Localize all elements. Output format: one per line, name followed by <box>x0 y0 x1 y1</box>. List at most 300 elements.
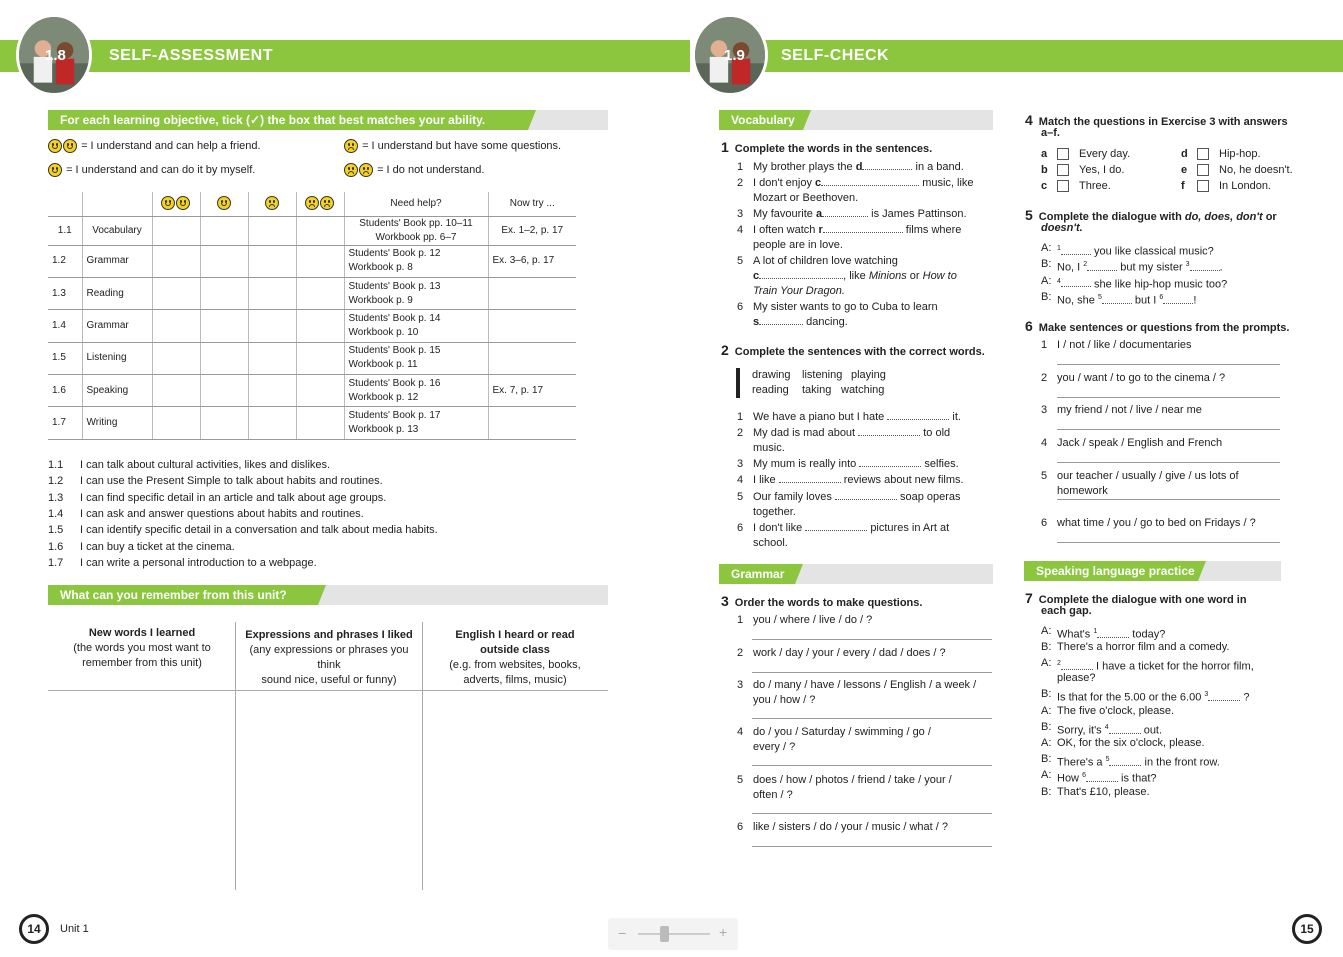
item-prompt: what time / you / go to bed on Fridays / ? <box>1057 517 1256 529</box>
item-number: 5 <box>737 491 744 503</box>
objective-number: 1.2 <box>48 245 82 277</box>
item-text: I like <box>753 474 776 486</box>
table-row <box>48 342 576 374</box>
word-option: reading <box>752 384 789 396</box>
tick-box[interactable] <box>152 277 200 309</box>
answer-text: Three. <box>1079 180 1111 192</box>
need-help-cell <box>344 245 488 277</box>
item-prompt: you / how / ? <box>753 694 816 706</box>
answer-line[interactable] <box>1057 364 1280 365</box>
students-book-ref: Students' Book p. 17 <box>348 410 441 422</box>
speaker: A: <box>1041 737 1052 749</box>
tick-box[interactable] <box>152 407 200 439</box>
answer-line[interactable] <box>1057 429 1280 430</box>
answer-blank[interactable] <box>1102 294 1132 304</box>
workbook-ref: Workbook pp. 6–7 <box>375 231 457 243</box>
word-option: taking <box>802 384 832 396</box>
answer-blank[interactable] <box>1061 660 1093 670</box>
item-prompt: do / many / have / lessons / English / a week / <box>753 679 977 691</box>
tick-box[interactable] <box>152 245 200 277</box>
answer-blank[interactable] <box>835 490 897 500</box>
item-number: 2 <box>1041 372 1048 384</box>
item-number: 3 <box>1041 404 1048 416</box>
item-number: 3 <box>737 679 744 691</box>
item-prompt: does / how / photos / friend / take / your / <box>753 774 952 786</box>
answer-blank[interactable] <box>1097 628 1129 638</box>
self-check-title: SELF-CHECK <box>781 47 890 64</box>
students-book-ref: Students' Book p. 12 <box>348 248 441 260</box>
gap-number: 2 <box>1083 261 1088 269</box>
exercise-number: 3 <box>721 593 729 609</box>
answer-blank[interactable] <box>1061 277 1091 287</box>
objective-text: I can use the Present Simple to talk about habits and routines. <box>80 475 383 488</box>
objective-number: 1.5 <box>48 342 82 374</box>
answer-blank[interactable] <box>1109 756 1141 766</box>
item-prompt: I / not / like / documentaries <box>1057 339 1192 351</box>
objective-skill: Listening <box>82 342 152 374</box>
workbook-ref: Workbook p. 8 <box>348 262 413 274</box>
speaker: B: <box>1041 641 1052 653</box>
gap-number: 1 <box>1093 628 1098 635</box>
answer-line[interactable] <box>752 718 992 719</box>
english-outside-column-head: English I heard or read outside class (e.g. from websites, books, adverts, films, music) <box>449 629 581 686</box>
objective-number: 1.2 <box>48 475 64 488</box>
speaking-bar <box>1024 561 1281 581</box>
item-text: reviews about new films. <box>843 474 964 486</box>
exercise-heading <box>1025 207 1277 223</box>
answer-line[interactable] <box>752 846 992 847</box>
objective-skill: Writing <box>82 407 152 439</box>
gap-number: 5 <box>1097 293 1102 301</box>
table-row <box>48 216 576 245</box>
objective-skill: Grammar <box>82 310 152 342</box>
objective-text: I can find specific detail in an article and talk about age groups. <box>80 491 387 504</box>
gap-number: 4 <box>1057 277 1061 285</box>
exercise-instruction: doesn't. <box>1041 222 1083 234</box>
word-option: drawing <box>752 369 791 381</box>
exercise-number: 5 <box>1025 207 1033 223</box>
legend-text: = I do not understand. <box>377 163 485 176</box>
item-text: to old <box>923 427 951 439</box>
word-box <box>736 368 976 398</box>
tick-box[interactable] <box>248 342 296 374</box>
tick-column-happy2 <box>152 192 200 216</box>
objective-skill: Grammar <box>82 245 152 277</box>
exercise-instruction: Complete the sentences with the correct words. <box>734 346 985 358</box>
answer-checkbox[interactable] <box>1057 163 1075 178</box>
exercise-instruction: Complete the dialogue with do, does, don't or <box>1038 211 1277 223</box>
item-text: music. <box>753 442 785 454</box>
item-text: pictures in Art at <box>870 522 950 534</box>
tick-box[interactable] <box>248 216 296 245</box>
item-prompt: like / sisters / do / your / music / what / ? <box>753 821 949 833</box>
answer-text: Every day. <box>1079 148 1131 160</box>
answer-blank[interactable] <box>1163 294 1193 304</box>
item-text: My mum is really into <box>753 458 857 470</box>
answer-blank[interactable] <box>1190 261 1220 271</box>
item-text: it. <box>952 411 961 423</box>
divider <box>235 622 236 890</box>
tick-box[interactable] <box>296 342 344 374</box>
students-book-ref: Students' Book p. 13 <box>348 280 441 292</box>
need-help-header: Need help? <box>344 192 488 216</box>
zoom-slider-handle[interactable] <box>660 926 669 942</box>
exercise-number: 1 <box>721 139 729 155</box>
happy-face-icon <box>161 196 175 210</box>
item-number: 3 <box>737 458 744 470</box>
exercise-instruction: Order the words to make questions. <box>734 597 923 609</box>
answer-line[interactable] <box>1057 462 1280 463</box>
answer-blank[interactable] <box>805 521 867 531</box>
grammar-bar <box>719 564 993 584</box>
tick-box[interactable] <box>296 216 344 245</box>
word-option: playing <box>851 369 886 381</box>
answer-text: Yes, I do. <box>1079 164 1125 176</box>
tick-box[interactable] <box>152 342 200 374</box>
letter: d <box>1181 148 1188 160</box>
item-text: soap operas <box>899 491 961 503</box>
answer-checkbox[interactable] <box>1197 147 1215 162</box>
divider <box>422 622 423 890</box>
objective-number: 1.1 <box>48 459 64 471</box>
workbook-ref: Workbook p. 12 <box>348 391 419 403</box>
table-header-row <box>48 192 576 216</box>
page-number-left: 14 <box>19 914 49 944</box>
tick-box[interactable] <box>152 375 200 407</box>
item-text: school. <box>753 537 788 549</box>
objective-number: 1.4 <box>48 507 64 520</box>
tick-box[interactable] <box>248 245 296 277</box>
need-help-cell <box>344 310 488 342</box>
tick-box[interactable] <box>296 310 344 342</box>
item-text: Our family loves <box>753 491 832 503</box>
objective-text: I can buy a ticket at the cinema. <box>80 540 235 553</box>
exercise-instruction: a–f. <box>1041 127 1060 139</box>
exercise-instruction: Match the questions in Exercise 3 with answers <box>1038 116 1288 128</box>
answer-line[interactable] <box>752 672 992 673</box>
answer-blank[interactable] <box>759 269 843 279</box>
section-badge-left: 1.8 <box>45 47 66 64</box>
table-row <box>48 375 576 407</box>
item-number: 4 <box>737 726 744 738</box>
students-book-ref: Students' Book p. 15 <box>348 345 441 357</box>
item-number: 5 <box>1041 470 1048 482</box>
word-option: watching <box>841 384 885 396</box>
now-try-cell <box>488 407 576 439</box>
objective-text: I can write a personal introduction to a webpage. <box>80 556 317 569</box>
legend-item <box>48 163 255 177</box>
need-help-cell <box>344 216 488 245</box>
unit-label: Unit 1 <box>60 923 89 935</box>
workbook-ref: Workbook p. 11 <box>348 359 418 371</box>
exercise-number: 2 <box>721 342 729 358</box>
workbook-ref: Workbook p. 9 <box>348 294 413 306</box>
item-number: 6 <box>737 821 744 833</box>
students-book-ref: Students' Book p. 16 <box>348 377 441 389</box>
zoom-out-button[interactable]: − <box>618 925 627 941</box>
gap-number: 5 <box>1105 756 1110 763</box>
answer-blank[interactable] <box>887 410 949 420</box>
objective-number: 1.4 <box>48 310 82 342</box>
remember-title: What can you remember from this unit? <box>60 588 287 602</box>
now-try-header: Now try ... <box>488 192 576 216</box>
need-help-cell <box>344 375 488 407</box>
answer-blank[interactable] <box>779 473 841 483</box>
speaker: A: <box>1041 657 1052 669</box>
tick-box[interactable] <box>152 310 200 342</box>
answer-text: Hip-hop. <box>1219 148 1261 160</box>
exercise-heading <box>1025 318 1289 334</box>
grammar-label: Grammar <box>731 567 785 581</box>
gap-number: 4 <box>1104 724 1109 731</box>
objective-text: I can ask and answer questions about habits and routines. <box>80 507 364 520</box>
item-prompt: often / ? <box>753 789 793 801</box>
exercise-heading <box>721 593 922 609</box>
gap-number: 6 <box>1159 293 1164 301</box>
happy-face-icon <box>176 196 190 210</box>
students-book-ref: Students' Book pp. 10–11 <box>359 217 473 229</box>
workbook-ref: Workbook p. 10 <box>348 326 419 338</box>
item-number: 6 <box>1041 517 1048 529</box>
speaker: A: <box>1041 705 1052 717</box>
tick-box[interactable] <box>296 277 344 309</box>
happy-face-icon <box>63 139 77 153</box>
answer-checkbox[interactable] <box>1057 147 1075 162</box>
sad-face-icon <box>265 196 279 210</box>
answer-blank[interactable] <box>1087 261 1117 271</box>
exercise-instruction: each gap. <box>1041 605 1092 617</box>
exercise-instruction: Complete the words in the sentences. <box>734 143 933 155</box>
zoom-in-button[interactable]: + <box>719 924 728 940</box>
happy-face-icon <box>48 163 62 177</box>
vocabulary-bar <box>719 110 993 130</box>
gap-number: 6 <box>1082 772 1086 779</box>
table-row <box>48 310 576 342</box>
answer-line[interactable] <box>1057 499 1280 500</box>
objective-number: 1.7 <box>48 407 82 439</box>
answer-line[interactable] <box>1057 397 1280 398</box>
item-number: 1 <box>737 614 744 626</box>
exercise-instruction: Complete the dialogue with one word in <box>1038 594 1247 606</box>
vocabulary-label: Vocabulary <box>731 113 795 127</box>
tick-box[interactable] <box>296 375 344 407</box>
letter: f <box>1181 180 1185 192</box>
need-help-cell <box>344 277 488 309</box>
sad-face-icon <box>305 196 319 210</box>
answer-blank[interactable] <box>823 223 903 233</box>
gap-number: 1 <box>1057 245 1061 252</box>
letter: a <box>1041 148 1048 160</box>
table-row <box>48 277 576 309</box>
sad-face-icon <box>320 196 334 210</box>
answer-blank[interactable] <box>759 315 803 325</box>
answer-line[interactable] <box>752 813 992 814</box>
sad-face-icon <box>359 163 373 177</box>
dialogue-line: A: $^4$ she like hip-hop music too? <box>1041 274 1228 291</box>
exercise-heading <box>1025 590 1247 606</box>
exercise-number: 7 <box>1025 590 1033 606</box>
answer-checkbox[interactable] <box>1197 179 1215 194</box>
divider <box>48 690 608 691</box>
answer-blank[interactable] <box>1086 772 1118 782</box>
item-prompt: homework <box>1057 485 1108 497</box>
legend-text: = I understand and can do it by myself. <box>66 163 256 176</box>
objective-skill: Vocabulary <box>82 216 152 245</box>
left-banner <box>0 40 690 72</box>
tick-box[interactable] <box>200 310 248 342</box>
dialogue-line: B: No, she $^5$ but I $^6$ ! <box>1041 290 1197 307</box>
item-number: 5 <box>737 774 744 786</box>
exercise-heading <box>721 139 932 155</box>
item-text: We have a piano but I hate <box>753 411 885 423</box>
answer-checkbox[interactable] <box>1057 179 1075 194</box>
page-number-right: 15 <box>1292 914 1322 944</box>
tick-box[interactable] <box>200 407 248 439</box>
workbook-ref: Workbook p. 13 <box>348 424 419 436</box>
exercise-heading <box>721 342 985 358</box>
legend-item <box>344 139 561 153</box>
tick-box[interactable] <box>248 375 296 407</box>
speaker: B: <box>1041 753 1052 765</box>
objective-skill: Reading <box>82 277 152 309</box>
gap-number: 3 <box>1185 261 1190 269</box>
legend-item <box>48 139 261 153</box>
objective-number: 1.3 <box>48 491 64 504</box>
now-try-cell: Ex. 7, p. 17 <box>488 375 576 407</box>
zoom-track[interactable] <box>638 933 710 935</box>
now-try-cell <box>488 310 576 342</box>
objective-number: 1.5 <box>48 524 64 537</box>
answer-blank[interactable] <box>821 176 919 186</box>
students-book-ref: Students' Book p. 14 <box>348 312 441 324</box>
item-prompt: our teacher / usually / give / us lots of <box>1057 470 1239 482</box>
objective-number: 1.7 <box>48 556 64 569</box>
tick-box[interactable] <box>200 245 248 277</box>
tick-box[interactable] <box>200 342 248 374</box>
zoom-control[interactable] <box>608 918 738 950</box>
answer-text: In London. <box>1219 180 1271 192</box>
now-try-cell: Ex. 3–6, p. 17 <box>488 245 576 277</box>
speaking-label: Speaking language practice <box>1036 564 1195 578</box>
speaker: B: <box>1041 786 1052 798</box>
answer-blank[interactable] <box>1061 245 1091 255</box>
objective-text: I can talk about cultural activities, likes and dislikes. <box>80 459 331 471</box>
tick-box[interactable] <box>200 375 248 407</box>
answer-checkbox[interactable] <box>1197 163 1215 178</box>
sad-face-icon <box>344 163 358 177</box>
exercise-number: 6 <box>1025 318 1033 334</box>
item-prompt: Jack / speak / English and French <box>1057 437 1223 449</box>
answer-line[interactable] <box>752 639 992 640</box>
new-words-column-head: New words I learned (the words you most want to remember from this unit) <box>73 627 211 669</box>
letter: c <box>1041 180 1048 192</box>
word-option: listening <box>802 369 843 381</box>
legend-item <box>344 163 484 177</box>
answer-blank[interactable] <box>1208 691 1240 701</box>
item-number: 6 <box>737 522 744 534</box>
answer-line[interactable] <box>752 765 992 766</box>
happy-face-icon <box>217 196 231 210</box>
item-prompt: work / day / your / every / dad / does / ? <box>753 647 946 659</box>
instruction-text: For each learning objective, tick (✓) the box that best matches your ability. <box>60 113 486 127</box>
gap-number: 3 <box>1204 691 1209 698</box>
tick-box[interactable] <box>248 407 296 439</box>
tick-box[interactable] <box>200 277 248 309</box>
answer-text: No, he doesn't. <box>1219 164 1293 176</box>
item-number: 4 <box>737 474 744 486</box>
self-assessment-title: SELF-ASSESSMENT <box>109 47 273 64</box>
objective-number: 1.6 <box>48 375 82 407</box>
item-text: I don't like <box>753 522 803 534</box>
dialogue-line: B: No, I $^2$ but my sister $^3$ . <box>1041 258 1223 274</box>
item-text: selfies. <box>924 458 959 470</box>
answer-blank[interactable] <box>1109 724 1141 734</box>
tick-column-sad2 <box>296 192 344 216</box>
item-prompt: you / want / to go to the cinema / ? <box>1057 372 1226 384</box>
self-assessment-table <box>48 192 576 440</box>
item-number: 1 <box>737 411 744 423</box>
need-help-cell <box>344 342 488 374</box>
legend-text: = I understand and can help a friend. <box>81 139 261 152</box>
tick-box[interactable] <box>248 277 296 309</box>
table-row <box>48 245 576 277</box>
tick-column-happy1 <box>200 192 248 216</box>
now-try-cell <box>488 277 576 309</box>
item-text: together. <box>753 506 796 518</box>
item-number: 1 <box>1041 339 1048 351</box>
section-badge-right: 1.9 <box>724 47 745 64</box>
instruction-bar <box>48 110 608 130</box>
letter: e <box>1181 164 1188 176</box>
gap-number: 2 <box>1057 660 1061 667</box>
tick-box[interactable] <box>296 245 344 277</box>
expressions-column-head: Expressions and phrases I liked (any expressions or phrases you think sound nice, useful or funny) <box>245 629 413 686</box>
speaker: B: <box>1041 688 1052 700</box>
now-try-cell <box>488 342 576 374</box>
dialogue-line: A: $^1$ you like classical music? <box>1041 242 1214 258</box>
item-prompt: you / where / live / do / ? <box>753 614 873 626</box>
legend-text: = I understand but have some questions. <box>362 139 562 152</box>
item-number: 4 <box>1041 437 1048 449</box>
tick-box[interactable] <box>296 407 344 439</box>
objective-skill: Speaking <box>82 375 152 407</box>
need-help-cell <box>344 407 488 439</box>
item-prompt: do / you / Saturday / swimming / go / <box>753 726 931 738</box>
objective-number: 1.6 <box>48 540 64 553</box>
item-prompt: every / ? <box>753 741 796 753</box>
answer-line[interactable] <box>1057 542 1280 543</box>
answer-blank[interactable] <box>858 426 920 436</box>
answer-blank[interactable] <box>859 457 921 467</box>
tick-box[interactable] <box>152 216 200 245</box>
objective-text: I can identify specific detail in a conversation and talk about media habits. <box>80 524 438 537</box>
sad-face-icon <box>344 139 358 153</box>
tick-column-sad1 <box>248 192 296 216</box>
item-prompt: my friend / not / live / near me <box>1057 404 1202 416</box>
objective-number: 1.3 <box>48 277 82 309</box>
answer-blank[interactable] <box>822 207 868 217</box>
exercise-instruction: Make sentences or questions from the prompts. <box>1038 322 1290 334</box>
tick-box[interactable] <box>248 310 296 342</box>
happy-face-icon <box>48 139 62 153</box>
letter: b <box>1041 164 1048 176</box>
item-text: My dad is mad about <box>753 427 856 439</box>
answer-blank[interactable] <box>862 160 912 170</box>
objective-number: 1.1 <box>48 216 82 245</box>
table-row <box>48 407 576 439</box>
item-number: 2 <box>737 427 744 439</box>
tick-box[interactable] <box>200 216 248 245</box>
